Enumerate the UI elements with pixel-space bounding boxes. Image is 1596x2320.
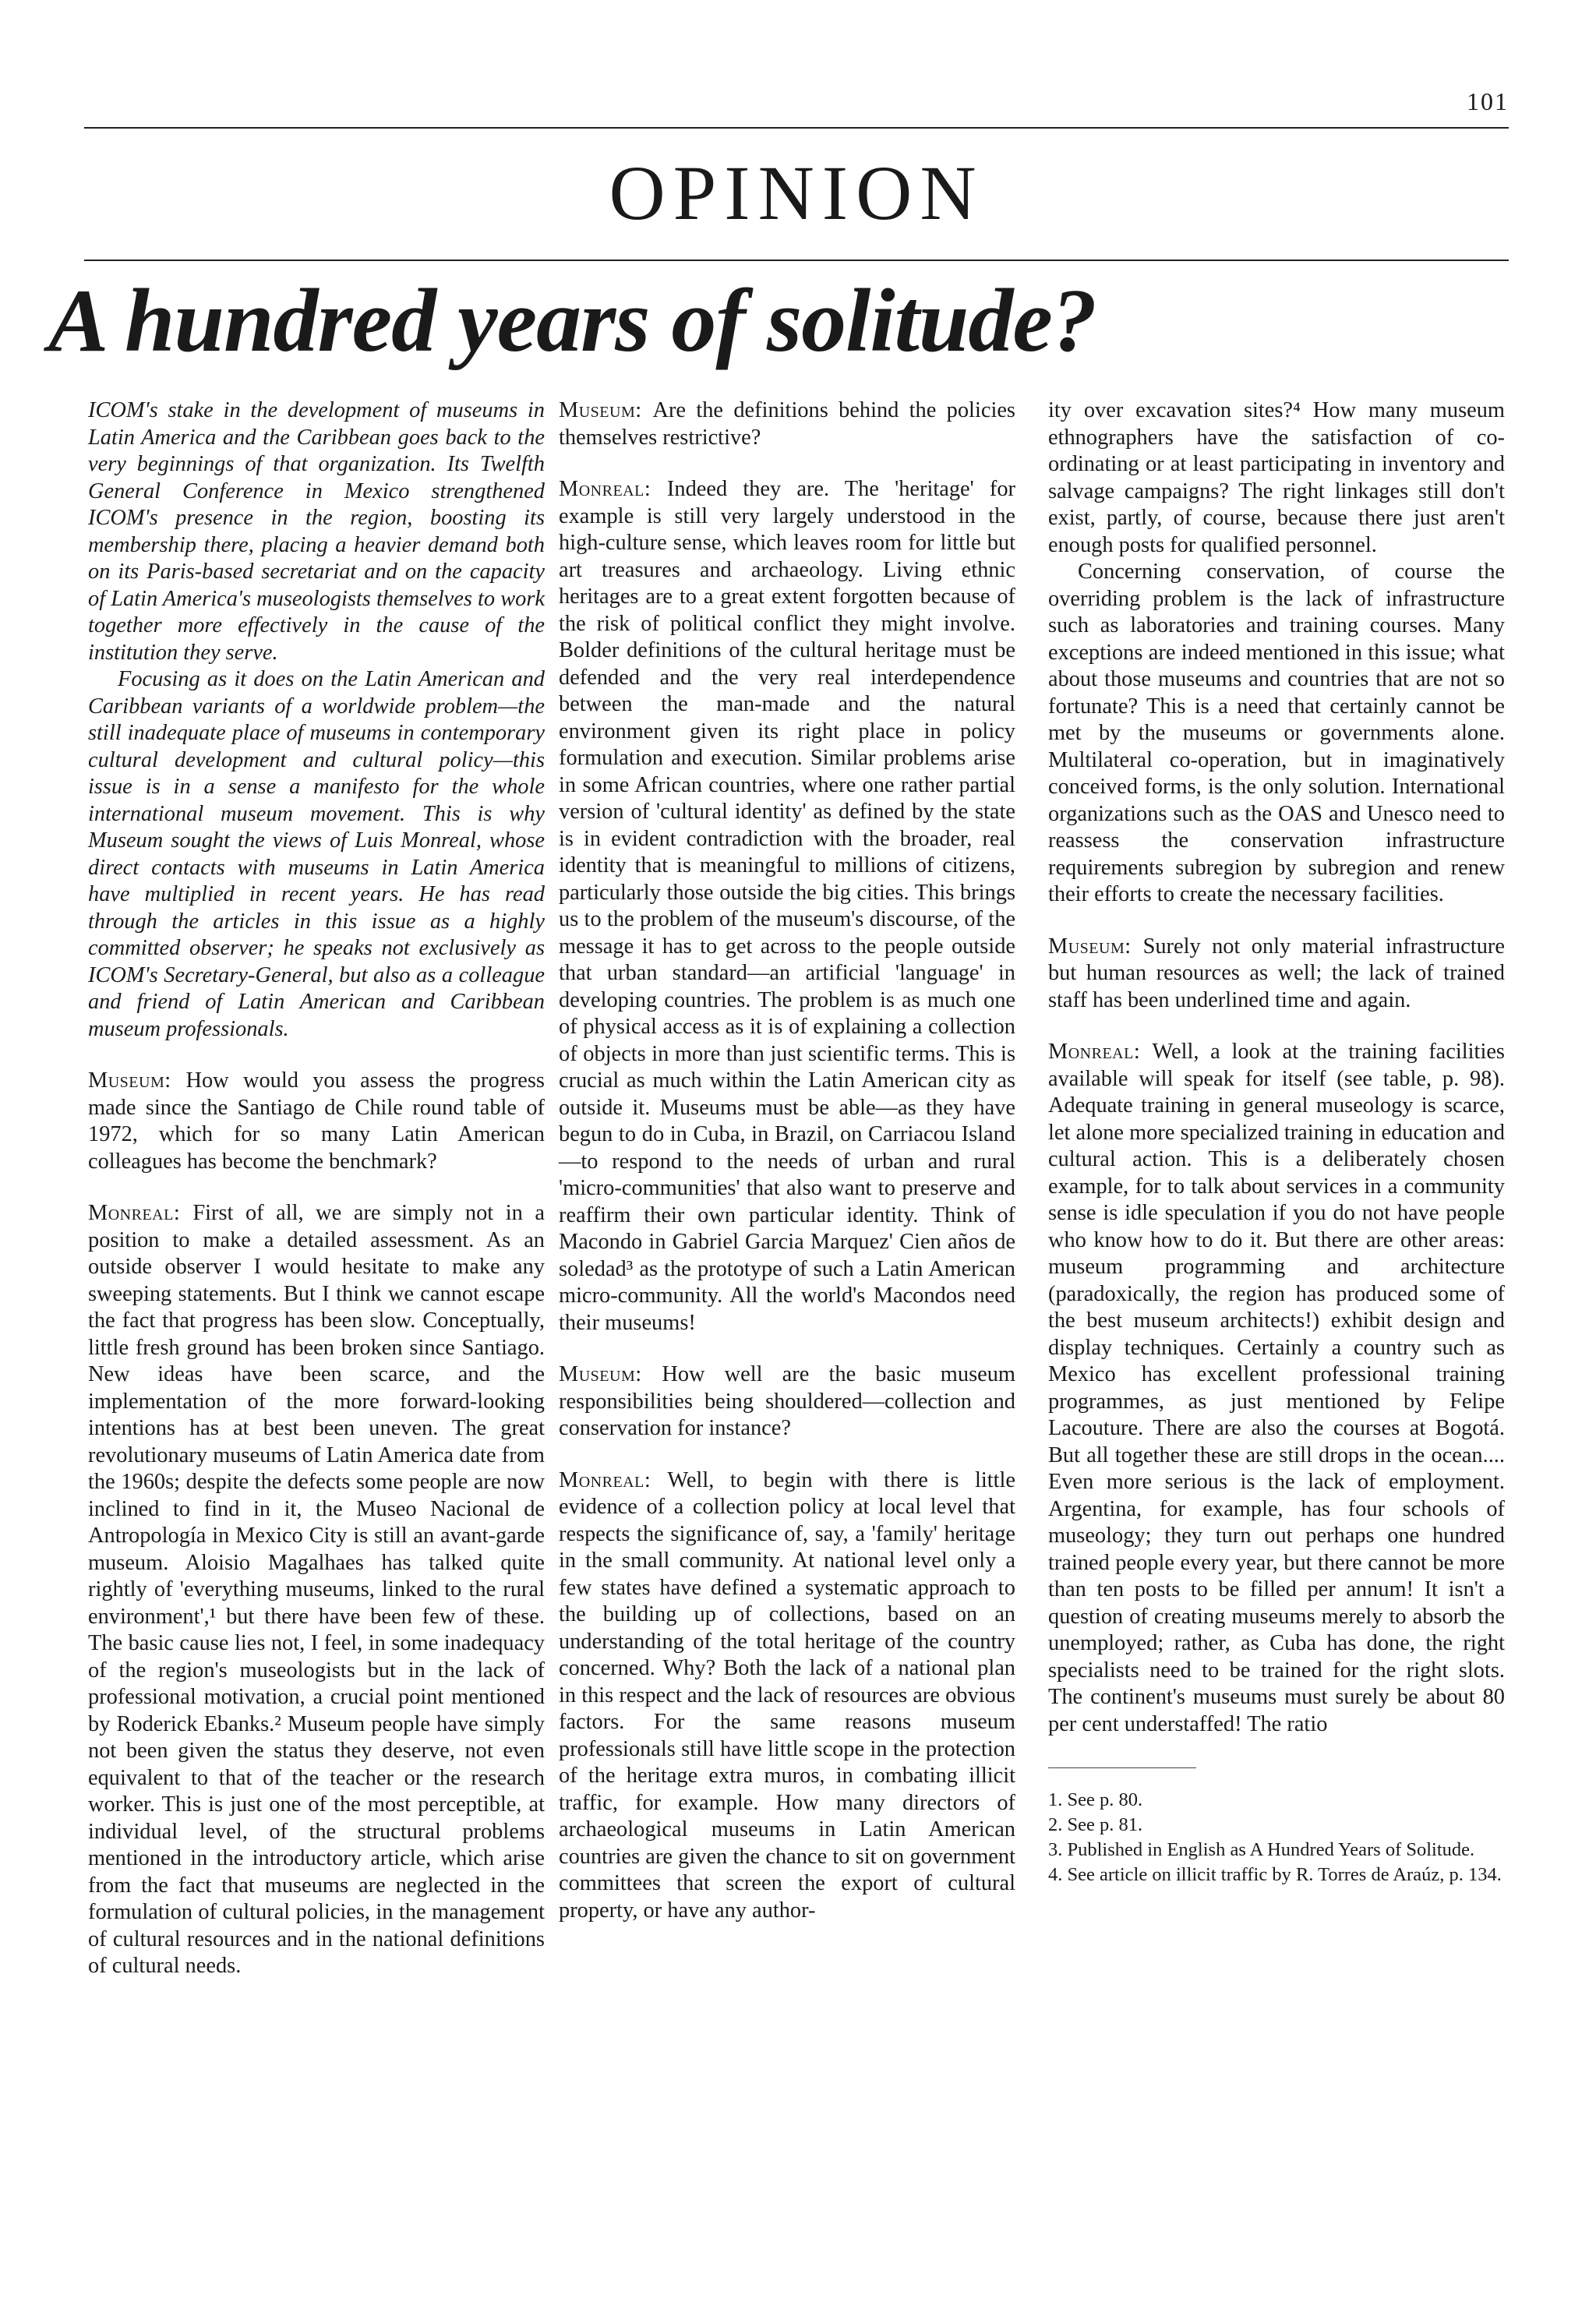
answer-continuation: ity over excavation sites?⁴ How many museum ethnographers have the satisfaction of co-ordinating or at least participating in inventory and salvage campaigns? The right linkages still don't exist, partly, of course, because there just aren't enough posts for qualified personnel. bbox=[1048, 398, 1505, 557]
intro-paragraph: ICOM's stake in the development of museums in Latin America and the Caribbean goes back to the very beginnings of that organization. Its Twelfth General Conference in Mexico strengthened ICOM's presence in the region, boosting its membership there, placing a heavier demand both on its Paris-based secretariat and on the capacity of Latin America's museologists themselves to work together more effectively in the cause of the institution they serve. bbox=[88, 398, 545, 665]
column-2 bbox=[559, 397, 1015, 1924]
interview-answer bbox=[88, 1200, 545, 1980]
footnotes-divider bbox=[1048, 1767, 1196, 1789]
article-headline: A hundred years of solitude? bbox=[48, 271, 1096, 371]
question-text: Are the definitions behind the policies themselves restrictive? bbox=[559, 398, 1015, 450]
interview-question bbox=[559, 1361, 1015, 1442]
answer-text: Well, a look at the training facilities available will speak for itself (see table, p. 98). Adequate training in general museology is scarce, let alone more specialized training in education and cultural action. This is a deliberately chosen example, for to talk about services in a community sense is idle speculation if you do not have people who know how to do it. But there are other areas: museum programming and architecture (paradoxically, the region has produced some of the best museum architects!) exhibit design and display techniques. Certainly a country such as Mexico has excellent professional training programmes, as just mentioned by Felipe Lacouture. There are also the courses at Bogotá. But all together these are still drops in the ocean.... Even more serious is the lack of employment. Argentina, for example, has four schools of museology; they turn out perhaps one hundred trained people every year, but there cannot be more than ten posts to be filled per annum! It isn't a question of creating museums merely to absorb the unemployed; rather, as Cuba has done, the right specialists need to be trained for the right slots. The continent's museums must surely be about 80 per cent understaffed! The ratio bbox=[1048, 1040, 1505, 1736]
answer-text: Indeed they are. The 'heritage' for example is still very largely understood in the high-culture sense, which leaves room for little but art treasures and archaeology. Living ethnic heritages are to a great extent forgotten because of the risk of political conflict they might involve. Bolder definitions of the cultural heritage must be defended and the very real interdependence between the man-made and the natural environment given its right place in policy formulation and execution. Similar problems arise in some African countries, where one rather partial version of 'cultural identity' as defined by the state is in evident contradiction with the broader, real identity that is meaningful to millions of citizens, particularly those outside the big cities. This brings us to the problem of the museum's discourse, of the message it has to get across to the people outside that urban standard—an artificial 'language' in developing countries. The problem is as much one of physical access as it is of explaining a collection of objects in more than just scientific terms. This is crucial as much within the Latin American city as outside it. Museums must be able—as they have begun to do in Cuba, in Brazil, on Carriacou Island—to respond to the needs of urban and rural 'micro-communities' that also want to preserve and reaffirm their own particular identity. Think of Macondo in Gabriel Garcia Marquez' Cien años de soledad³ as the prototype of such a Latin American micro-community. All the world's Macondos need their museums! bbox=[559, 477, 1015, 1335]
intro-paragraph: Focusing as it does on the Latin American and Caribbean variants of a worldwide problem—the still inadequate place of museums in contemporary cultural development and cultural policy—this issue is in a sense a manifesto for the whole international museum movement. This is why Museum sought the views of Luis Monreal, whose direct contacts with museums in Latin America have multiplied in recent years. He has read through the articles in this issue as a highly committed observer; he speaks not exclusively as ICOM's Secretary-General, but also as a colleague and friend of Latin American and Caribbean museum professionals. bbox=[88, 667, 545, 1041]
answer-text: First of all, we are simply not in a position to make a detailed assessment. As an outside observer I would hesitate to make any sweeping statements. But I think we cannot escape the fact that progress has been slow. Conceptually, little fresh ground has been broken since Santiago. New ideas have been scarce, and the implementation of the more forward-looking intentions has at best been uneven. The great revolutionary museums of Latin America date from the 1960s; despite the defects some people are now inclined to find in it, the Museo Nacional de Antropología in Mexico City is still an avant-garde museum. Aloisio Magalhaes has talked quite rightly of 'everything museums, linked to the rural environment',¹ but there have been few of these. The basic cause lies not, I feel, in some inadequacy of the region's museologists but in the lack of professional motivation, a crucial point mentioned by Roderick Ebanks.² Museum people have simply not been given the status they deserve, not even equivalent to that of the teacher or the research worker. This is just one of the most perceptible, at individual level, of the structural problems mentioned in the introductory article, which arise from the fact that museums are neglected in the formulation of cultural policies, in the management of cultural resources and in the national definitions of cultural needs. bbox=[88, 1201, 545, 1978]
speaker-label: Museum : bbox=[88, 1068, 185, 1093]
interview-answer bbox=[559, 476, 1015, 1337]
footnote: 2. See p. 81. bbox=[1048, 1814, 1143, 1835]
question-text: Surely not only material infrastructure but human resources as well; the lack of trained staff has been underlined time and again. bbox=[1048, 934, 1505, 1012]
column-3 bbox=[1048, 397, 1505, 1887]
answer-text: Well, to begin with there is little evidence of a collection policy at local level that respects the significance of, say, a 'family' heritage in the small community. At national level only a few states have defined a systematic approach to the building up of collections, based on an understanding of the total heritage of the country concerned. Why? Both the lack of a national plan in this respect and the lack of resources are obvious factors. For the same reasons museum professionals still have little scope in the protection of the heritage extra muros, in combating illicit traffic, for example. How many directors of archaeological museums in Latin American countries are given the chance to sit on government committees that screen the export of cultural property, or have any author- bbox=[559, 1467, 1015, 1923]
interview-answer bbox=[559, 1467, 1015, 1925]
speaker-label: Monreal : bbox=[559, 1468, 667, 1492]
page-number: 101 bbox=[1467, 87, 1509, 115]
section-rule bbox=[84, 260, 1509, 261]
footnote: 3. Published in English as A Hundred Years of Solitude. bbox=[1048, 1839, 1475, 1860]
section-title: OPINION bbox=[609, 150, 984, 236]
top-rule bbox=[84, 127, 1509, 129]
speaker-label: Museum : bbox=[559, 398, 652, 422]
speaker-label: Monreal : bbox=[1048, 1040, 1152, 1064]
speaker-label: Museum : bbox=[1048, 934, 1143, 959]
answer-continuation: Concerning conservation, of course the overriding problem is the lack of infrastructure such as laboratories and training courses. Many exceptions are indeed mentioned in this issue; what about those museums and countries that are not so fortunate? This is a need that certainly cannot be met by the museums or governments alone. Multilateral co-operation, but in imaginatively conceived forms, is the only solution. International organizations such as the OAS and Unesco need to reassess the conservation infrastructure requirements subregion by subregion and renew their efforts to create the necessary facilities. bbox=[1048, 560, 1505, 906]
interview-answer bbox=[1048, 1039, 1505, 1738]
question-text: How would you assess the progress made since the Santiago de Chile round table of 1972, which for so many Latin American colleagues has become the benchmark? bbox=[88, 1068, 545, 1174]
interview-question bbox=[88, 1068, 545, 1175]
footnote: 4. See article on illicit traffic by R. Torres de Araúz, p. 134. bbox=[1048, 1864, 1502, 1885]
interview-question bbox=[559, 397, 1015, 451]
question-text: How well are the basic museum responsibilities being shouldered—collection and conservation for instance? bbox=[559, 1362, 1015, 1440]
speaker-label: Museum : bbox=[559, 1362, 662, 1386]
speaker-label: Monreal : bbox=[88, 1201, 192, 1225]
column-1 bbox=[88, 397, 545, 1980]
footnote: 1. See p. 80. bbox=[1048, 1789, 1143, 1810]
interview-question bbox=[1048, 934, 1505, 1015]
speaker-label: Monreal : bbox=[559, 477, 667, 501]
